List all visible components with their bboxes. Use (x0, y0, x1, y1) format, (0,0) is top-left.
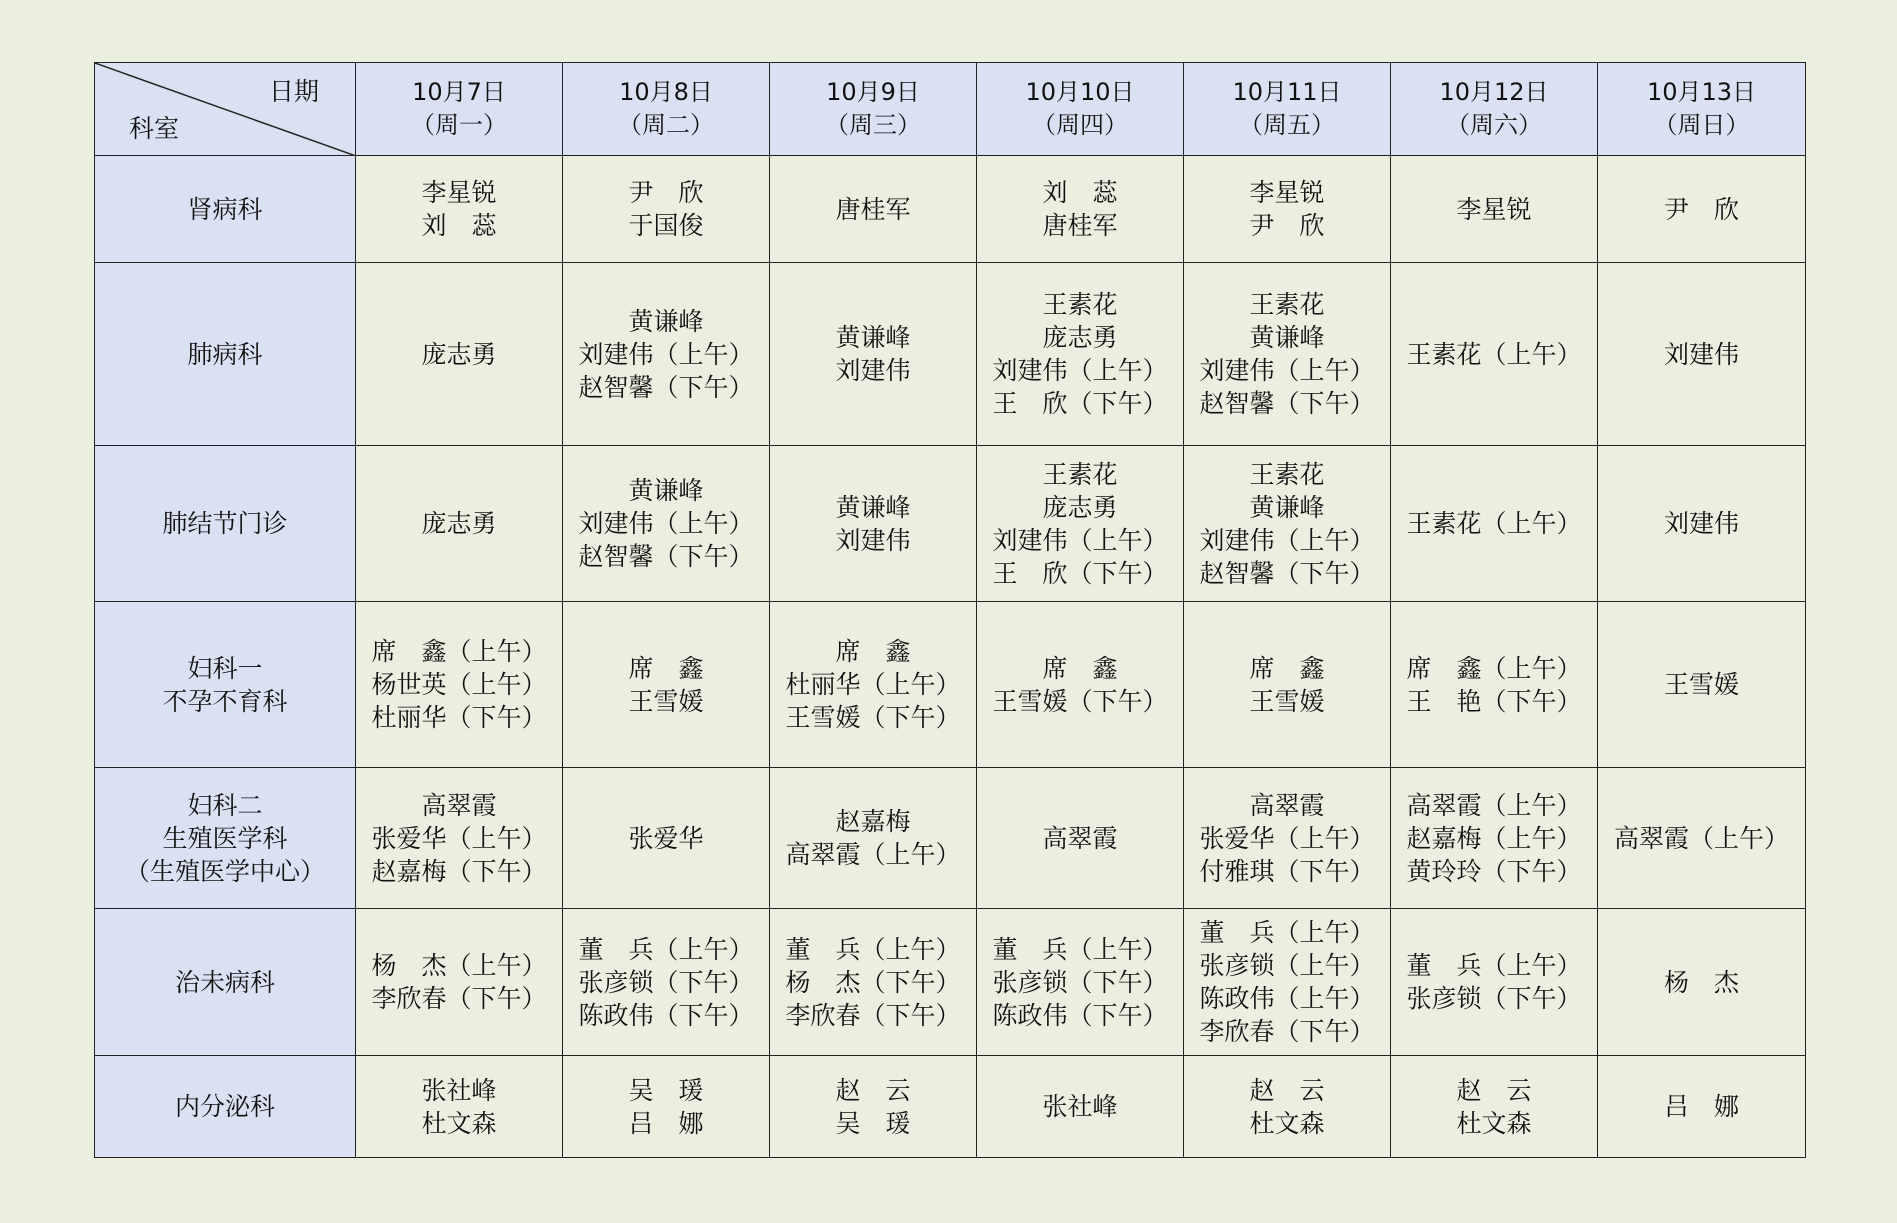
doctor-list (1199, 916, 1374, 1048)
doctor-name: 赵智馨（下午） (578, 542, 754, 571)
department-name-line: 肾病科 (187, 194, 263, 224)
doctor-name: 张爱华（上午） (371, 823, 547, 853)
doctor-list (1664, 668, 1739, 701)
doctor-list (785, 805, 960, 871)
doctor-list (1199, 288, 1374, 420)
day-date: 10月9日 (826, 78, 920, 106)
doctor-name: 黄谦峰 (628, 476, 704, 505)
doctor-cell (770, 909, 977, 1056)
doctor-name: 董 兵（上午） (992, 934, 1168, 964)
doctor-name: 黄谦峰 (1249, 492, 1325, 522)
doctor-list (628, 176, 703, 242)
doctor-name: 吴 瑗 (835, 1108, 911, 1138)
doctor-name: 尹 欣 (1663, 194, 1739, 224)
doctor-name: 席 鑫 (1042, 653, 1118, 683)
doctor-cell (1391, 602, 1598, 768)
doctor-list (1199, 458, 1374, 590)
doctor-name: 唐桂军 (1042, 211, 1118, 240)
doctor-list (1664, 338, 1739, 371)
schedule-table (94, 62, 1806, 1158)
doctor-name: 吴 瑗 (628, 1075, 704, 1105)
corner-date-label: 日期 (268, 77, 319, 106)
doctor-name: 刘 蕊 (1042, 178, 1118, 207)
doctor-name: 杜丽华（上午） (785, 670, 961, 699)
doctor-name: 刘建伟（上午） (578, 509, 754, 538)
schedule-body (95, 156, 1806, 1158)
doctor-list (992, 933, 1167, 1032)
doctor-name: 董 兵（上午） (785, 934, 961, 964)
doctor-cell (563, 1056, 770, 1158)
day-header (770, 63, 977, 156)
doctor-list (1664, 507, 1739, 540)
doctor-list (628, 822, 703, 855)
doctor-cell (770, 768, 977, 909)
doctor-cell (563, 446, 770, 602)
corner-header (95, 63, 356, 156)
doctor-name: 刘建伟 (1663, 509, 1739, 538)
doctor-name: 赵智馨（下午） (1199, 558, 1375, 588)
doctor-list (835, 491, 910, 557)
doctor-cell (356, 909, 563, 1056)
doctor-name: 王雪媛（下午） (992, 686, 1168, 716)
day-weekday: （周一） (411, 111, 507, 139)
doctor-name: 席 鑫 (628, 653, 704, 683)
doctor-list (1614, 822, 1789, 855)
doctor-list (1042, 822, 1117, 855)
doctor-list (1406, 949, 1581, 1015)
department-name-line: 肺病科 (187, 339, 263, 369)
day-header (356, 63, 563, 156)
doctor-cell (1184, 263, 1391, 446)
doctor-cell (563, 263, 770, 446)
doctor-name: 黄谦峰 (1249, 323, 1325, 352)
doctor-name: 王雪媛 (628, 686, 704, 716)
doctor-name: 杜文森 (1249, 1108, 1325, 1138)
department-row (95, 263, 1806, 446)
doctor-name: 刘建伟 (835, 356, 911, 385)
department-row (95, 156, 1806, 263)
doctor-list (1406, 789, 1581, 888)
doctor-name: 王素花 (1042, 290, 1118, 319)
doctor-name: 刘建伟 (835, 525, 911, 555)
doctor-cell (770, 156, 977, 263)
doctor-list (421, 507, 496, 540)
department-name-line: 生殖医学科 (162, 823, 288, 853)
doctor-name: 王素花 (1249, 290, 1325, 319)
doctor-list (992, 288, 1167, 420)
doctor-list (1664, 966, 1739, 999)
doctor-name: 赵智馨（下午） (578, 372, 754, 402)
doctor-cell (1184, 909, 1391, 1056)
day-header (1184, 63, 1391, 156)
doctor-list (1406, 338, 1581, 371)
doctor-name: 张社峰 (421, 1075, 497, 1105)
doctor-list (1456, 1074, 1531, 1140)
doctor-cell (1391, 446, 1598, 602)
doctor-cell (977, 602, 1184, 768)
department-name (95, 1056, 356, 1158)
doctor-cell (1391, 156, 1598, 263)
doctor-cell (356, 1056, 563, 1158)
department-name-line: 内分泌科 (174, 1092, 275, 1121)
doctor-name: 刘建伟（上午） (1199, 356, 1375, 385)
doctor-list (578, 305, 753, 404)
doctor-cell (1598, 1056, 1806, 1158)
doctor-name: 高翠霞（上午） (1406, 790, 1582, 820)
day-header (1598, 63, 1806, 156)
doctor-list (628, 652, 703, 718)
department-name (95, 768, 356, 909)
doctor-name: 席 鑫（上午） (371, 637, 547, 666)
doctor-cell (563, 768, 770, 909)
doctor-cell (563, 909, 770, 1056)
doctor-cell (977, 768, 1184, 909)
department-name (95, 602, 356, 768)
doctor-name: 张彦锁（上午） (1199, 951, 1375, 980)
doctor-name: 赵 云 (1249, 1075, 1325, 1105)
doctor-list (1042, 176, 1117, 242)
doctor-name: 王素花（上午） (1406, 339, 1582, 369)
doctor-name: 高翠霞 (421, 790, 497, 820)
doctor-name: 高翠霞（上午） (785, 840, 961, 869)
doctor-list (1406, 507, 1581, 540)
doctor-name: 张社峰 (1042, 1092, 1118, 1121)
doctor-cell (1391, 909, 1598, 1056)
department-name-line: 不孕不育科 (162, 686, 288, 716)
day-weekday: （周二） (618, 111, 714, 139)
doctor-name: 王 欣（下午） (992, 389, 1168, 418)
doctor-name: 陈政伟（上午） (1199, 984, 1375, 1013)
department-name-line: （生殖医学中心） (124, 856, 325, 886)
day-date: 10月8日 (619, 78, 713, 106)
doctor-cell (356, 602, 563, 768)
day-date: 10月10日 (1025, 78, 1135, 106)
doctor-name: 王雪媛 (1249, 686, 1325, 716)
doctor-cell (1184, 446, 1391, 602)
doctor-name: 王素花 (1249, 459, 1325, 489)
doctor-name: 赵 云 (835, 1075, 911, 1105)
department-name-line: 妇科一 (187, 653, 263, 683)
doctor-cell (1598, 156, 1806, 263)
doctor-name: 李星锐 (1249, 178, 1325, 207)
doctor-name: 张彦锁（下午） (1406, 984, 1582, 1013)
doctor-name: 黄谦峰 (628, 306, 704, 336)
doctor-list (1664, 193, 1739, 226)
doctor-name: 庞志勇 (421, 509, 497, 538)
department-name (95, 263, 356, 446)
department-name-line: 肺结节门诊 (162, 509, 288, 538)
doctor-name: 赵嘉梅 (835, 807, 911, 836)
doctor-list (371, 635, 546, 734)
doctor-cell (770, 263, 977, 446)
doctor-name: 于国俊 (628, 211, 704, 240)
doctor-name: 刘建伟 (1663, 339, 1739, 369)
doctor-name: 杨 杰 (1663, 967, 1739, 997)
doctor-cell (1598, 909, 1806, 1056)
doctor-name: 席 鑫（上午） (1406, 653, 1582, 683)
doctor-name: 吕 娜 (628, 1108, 704, 1138)
doctor-cell (1598, 602, 1806, 768)
day-header (563, 63, 770, 156)
doctor-cell (1391, 263, 1598, 446)
doctor-name: 赵智馨（下午） (1199, 389, 1375, 418)
doctor-name: 王 欣（下午） (992, 558, 1168, 588)
doctor-name: 赵嘉梅（上午） (1406, 823, 1582, 853)
doctor-name: 刘建伟（上午） (992, 356, 1168, 385)
doctor-name: 庞志勇 (1042, 492, 1118, 522)
doctor-name: 董 兵（上午） (1406, 951, 1582, 980)
doctor-name: 杨世英（上午） (371, 670, 547, 699)
header-row (95, 63, 1806, 156)
doctor-name: 王 艳（下午） (1406, 686, 1582, 716)
department-row (95, 602, 1806, 768)
doctor-name: 刘建伟（上午） (578, 339, 754, 369)
doctor-name: 刘 蕊 (421, 211, 497, 240)
doctor-name: 庞志勇 (1042, 323, 1118, 352)
doctor-name: 席 鑫 (835, 637, 911, 666)
doctor-name: 张爱华（上午） (1199, 823, 1375, 853)
corner-dept-label: 科室 (129, 114, 180, 143)
doctor-name: 杨 杰（上午） (371, 951, 547, 980)
doctor-name: 李欣春（下午） (785, 1000, 961, 1030)
duty-schedule (94, 62, 1805, 1157)
doctor-cell (1391, 768, 1598, 909)
doctor-name: 陈政伟（下午） (578, 1000, 754, 1030)
doctor-name: 尹 欣 (1249, 211, 1325, 240)
doctor-cell (770, 602, 977, 768)
doctor-cell (1598, 768, 1806, 909)
doctor-name: 李欣春（下午） (1199, 1017, 1375, 1046)
doctor-cell (356, 446, 563, 602)
doctor-list (1199, 789, 1374, 888)
doctor-name: 王素花（上午） (1406, 509, 1582, 538)
doctor-name: 黄谦峰 (835, 492, 911, 522)
doctor-name: 杜文森 (1456, 1108, 1532, 1138)
doctor-cell (1184, 602, 1391, 768)
day-weekday: （周五） (1239, 111, 1335, 139)
doctor-list (992, 652, 1167, 718)
day-header (1391, 63, 1598, 156)
doctor-list (785, 933, 960, 1032)
doctor-name: 尹 欣 (628, 178, 704, 207)
doctor-list (421, 176, 496, 242)
doctor-name: 付雅琪（下午） (1199, 856, 1375, 886)
department-row (95, 909, 1806, 1056)
doctor-name: 高翠霞 (1249, 790, 1325, 820)
doctor-cell (977, 1056, 1184, 1158)
doctor-name: 赵嘉梅（下午） (371, 856, 547, 886)
doctor-list (371, 789, 546, 888)
doctor-name: 黄谦峰 (835, 323, 911, 352)
doctor-cell (1184, 156, 1391, 263)
doctor-cell (356, 156, 563, 263)
doctor-name: 李星锐 (421, 178, 497, 207)
department-row (95, 768, 1806, 909)
doctor-name: 董 兵（上午） (1199, 918, 1375, 947)
doctor-name: 赵 云 (1456, 1075, 1532, 1105)
doctor-list (785, 635, 960, 734)
doctor-cell (563, 602, 770, 768)
day-date: 10月12日 (1439, 78, 1549, 106)
doctor-name: 王雪媛 (1663, 670, 1739, 699)
doctor-list (835, 193, 910, 226)
doctor-list (835, 1074, 910, 1140)
doctor-cell (1184, 1056, 1391, 1158)
doctor-list (421, 1074, 496, 1140)
doctor-name: 张彦锁（下午） (992, 967, 1168, 997)
doctor-cell (770, 446, 977, 602)
doctor-cell (1184, 768, 1391, 909)
doctor-list (578, 474, 753, 573)
doctor-cell (977, 156, 1184, 263)
doctor-name: 庞志勇 (421, 339, 497, 369)
doctor-list (1406, 652, 1581, 718)
doctor-name: 李欣春（下午） (371, 984, 547, 1013)
doctor-list (1249, 176, 1324, 242)
doctor-name: 王素花 (1042, 459, 1118, 489)
doctor-list (628, 1074, 703, 1140)
department-row (95, 446, 1806, 602)
doctor-list (1042, 1090, 1117, 1123)
doctor-cell (977, 263, 1184, 446)
doctor-name: 刘建伟（上午） (1199, 525, 1375, 555)
department-name-line: 妇科二 (187, 790, 263, 820)
doctor-cell (1598, 446, 1806, 602)
doctor-name: 杨 杰（下午） (785, 967, 961, 997)
doctor-list (578, 933, 753, 1032)
doctor-name: 黄玲玲（下午） (1406, 856, 1582, 886)
doctor-list (1249, 652, 1324, 718)
doctor-list (992, 458, 1167, 590)
day-date: 10月13日 (1646, 78, 1757, 106)
doctor-name: 董 兵（上午） (578, 934, 754, 964)
department-name (95, 446, 356, 602)
doctor-name: 杜文森 (421, 1108, 497, 1138)
doctor-name: 吕 娜 (1663, 1092, 1739, 1121)
doctor-name: 张彦锁（下午） (578, 967, 754, 997)
doctor-cell (563, 156, 770, 263)
department-name (95, 909, 356, 1056)
doctor-name: 刘建伟（上午） (992, 525, 1168, 555)
day-weekday: （周四） (1032, 111, 1128, 139)
day-weekday: （周六） (1446, 111, 1542, 139)
department-row (95, 1056, 1806, 1158)
doctor-cell (770, 1056, 977, 1158)
doctor-name: 杜丽华（下午） (371, 703, 547, 732)
doctor-cell (977, 446, 1184, 602)
doctor-list (421, 338, 496, 371)
day-weekday: （周三） (825, 111, 921, 139)
department-name-line: 治未病科 (174, 967, 275, 997)
doctor-name: 高翠霞 (1042, 823, 1118, 853)
day-date: 10月7日 (412, 78, 506, 106)
doctor-name: 席 鑫 (1249, 653, 1325, 683)
doctor-cell (1598, 263, 1806, 446)
doctor-cell (977, 909, 1184, 1056)
doctor-list (1456, 193, 1531, 226)
doctor-list (1249, 1074, 1324, 1140)
doctor-cell (356, 768, 563, 909)
doctor-name: 高翠霞（上午） (1613, 823, 1789, 853)
doctor-list (835, 321, 910, 387)
doctor-cell (356, 263, 563, 446)
day-weekday: （周日） (1653, 111, 1750, 139)
day-date: 10月11日 (1232, 78, 1342, 106)
doctor-name: 唐桂军 (835, 194, 911, 224)
doctor-name: 张爱华 (628, 823, 704, 853)
doctor-name: 李星锐 (1456, 194, 1532, 224)
doctor-cell (1391, 1056, 1598, 1158)
doctor-name: 王雪媛（下午） (785, 703, 961, 732)
department-name (95, 156, 356, 263)
day-header (977, 63, 1184, 156)
doctor-name: 陈政伟（下午） (992, 1000, 1168, 1030)
doctor-list (1664, 1090, 1739, 1123)
doctor-list (371, 949, 546, 1015)
